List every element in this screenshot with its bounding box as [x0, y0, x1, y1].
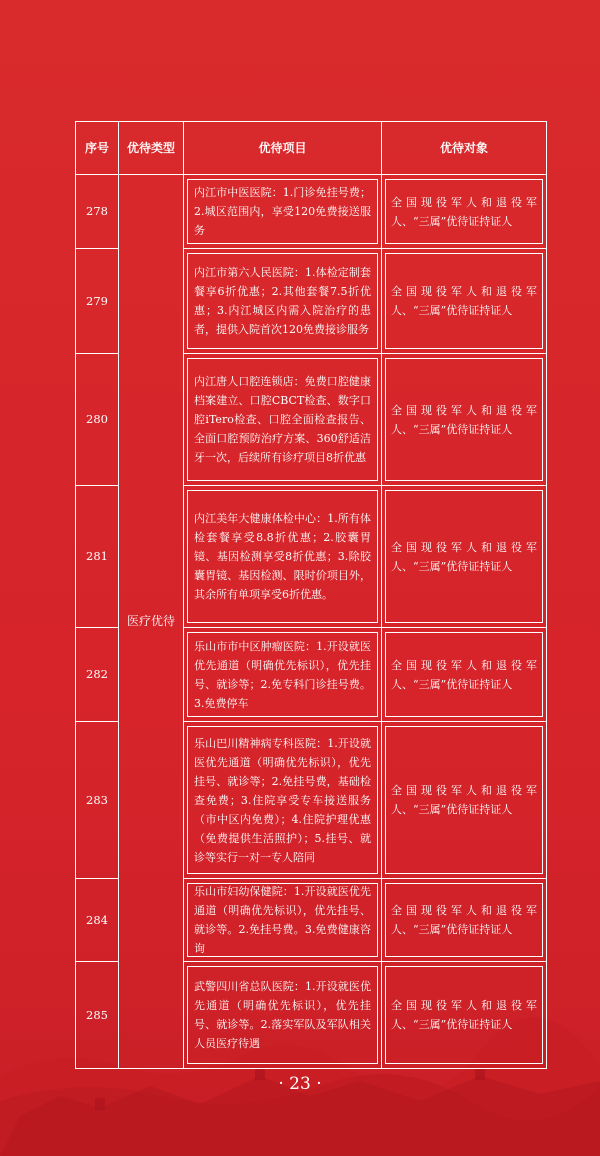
header-number: 序号 [76, 122, 119, 175]
benefits-table [75, 121, 547, 1069]
table-row [76, 175, 547, 249]
item-text: 内江市中医医院：1.门诊免挂号费；2.城区范围内，享受120免费接送服务 [187, 179, 378, 244]
row-number: 279 [76, 249, 119, 354]
item-text: 乐山巴川精神病专科医院：1.开设就医优先通道（明确优先标识），优先挂号、就诊等；2.免挂号费，基础检查免费；3.住院享受专车接送服务（市中区内免费）；4.住院护理优惠（免费提供生活照护）；5.挂号、就诊等实行一对一专人陪同 [187, 726, 378, 874]
header-item: 优待项目 [184, 122, 382, 175]
target-text: 全国现役军人和退役军人、“三属”优待证持证人 [385, 966, 543, 1064]
category-cell: 医疗优待 [119, 175, 184, 1069]
item-text: 内江市第六人民医院：1.体检定制套餐享6折优惠；2.其他套餐7.5折优惠；3.内江城区内需入院治疗的患者，提供入院首次120免费接诊服务 [187, 253, 378, 349]
target-text: 全国现役军人和退役军人、“三属”优待证持证人 [385, 726, 543, 874]
item-text: 乐山市市中区肿瘤医院：1.开设就医优先通道（明确优先标识），优先挂号、就诊等；2.免专科门诊挂号费。3.免费停车 [187, 632, 378, 717]
table-header-row [76, 122, 547, 175]
header-target: 优待对象 [382, 122, 547, 175]
row-number: 281 [76, 486, 119, 628]
row-number: 285 [76, 962, 119, 1069]
row-number: 284 [76, 879, 119, 962]
item-text: 乐山市妇幼保健院：1.开设就医优先通道（明确优先标识），优先挂号、就诊等。2.免挂号费。3.免费健康咨询 [187, 883, 378, 957]
target-text: 全国现役军人和退役军人、“三属”优待证持证人 [385, 883, 543, 957]
item-text: 武警四川省总队医院：1.开设就医优先通道（明确优先标识），优先挂号、就诊等。2.落实军队及军队相关人员医疗待遇 [187, 966, 378, 1064]
target-text: 全国现役军人和退役军人、“三属”优待证持证人 [385, 179, 543, 244]
page-number: · 23 · [278, 1074, 322, 1094]
target-text: 全国现役军人和退役军人、“三属”优待证持证人 [385, 490, 543, 623]
item-text: 内江唐人口腔连锁店：免费口腔健康档案建立、口腔CBCT检查、数字口腔iTero检查、口腔全面检查报告、全面口腔预防治疗方案、360舒适洁牙一次，后续所有诊疗项目8折优惠 [187, 358, 378, 481]
header-category: 优待类型 [119, 122, 184, 175]
target-text: 全国现役军人和退役军人、“三属”优待证持证人 [385, 358, 543, 481]
row-number: 278 [76, 175, 119, 249]
target-text: 全国现役军人和退役军人、“三属”优待证持证人 [385, 253, 543, 349]
item-text: 内江美年大健康体检中心：1.所有体检套餐享受8.8折优惠；2.胶囊胃镜、基因检测享受8折优惠；3.除胶囊胃镜、基因检测、限时价项目外，其余所有单项享受6折优惠。 [187, 490, 378, 623]
row-number: 280 [76, 354, 119, 486]
row-number: 283 [76, 722, 119, 879]
row-number: 282 [76, 628, 119, 722]
target-text: 全国现役军人和退役军人、“三属”优待证持证人 [385, 632, 543, 717]
